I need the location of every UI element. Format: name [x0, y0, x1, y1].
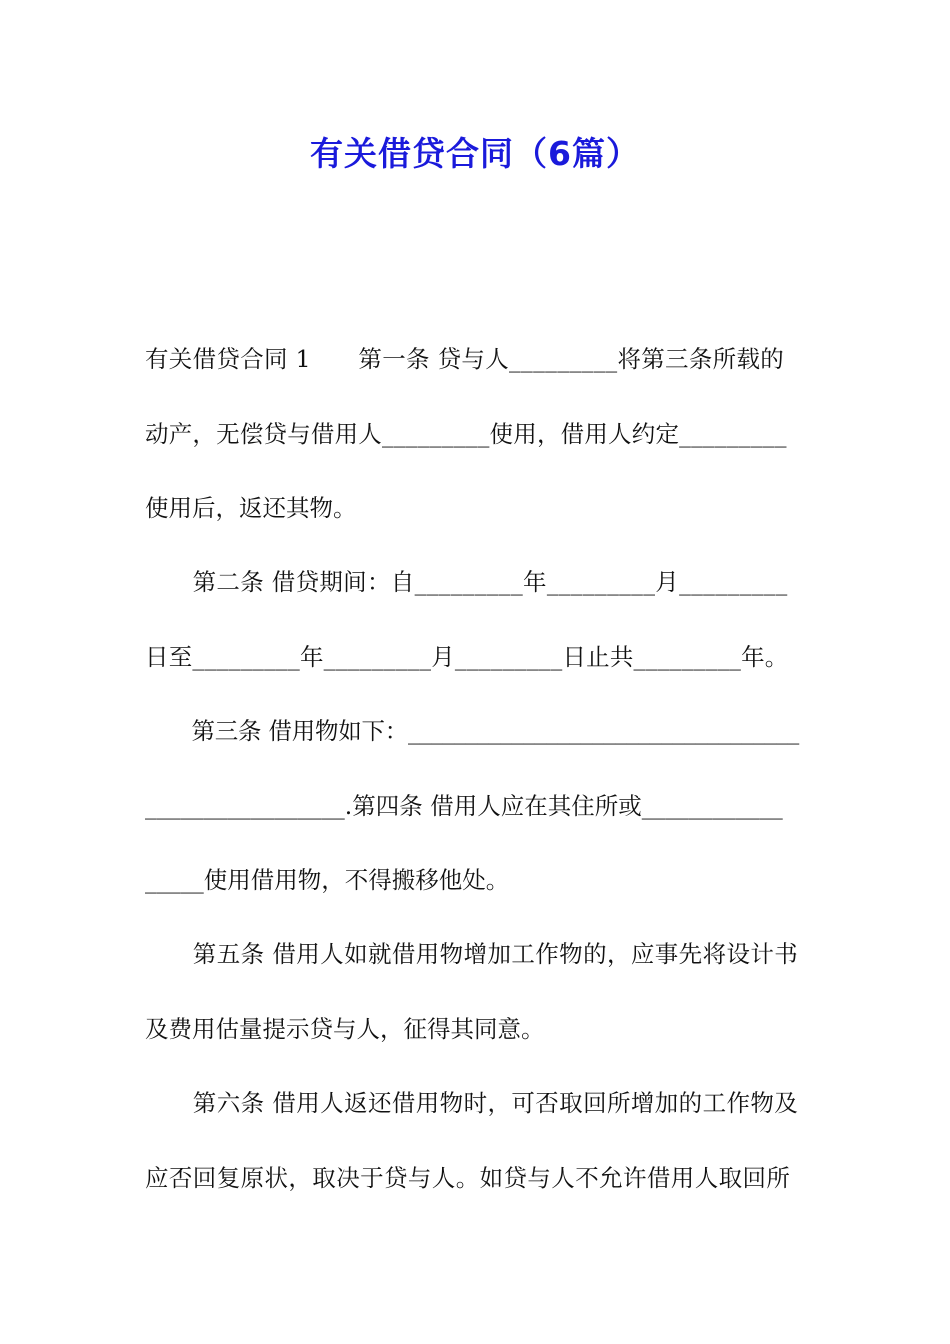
body-line-10: 及费用估量提示贷与人，征得其同意。: [145, 1015, 545, 1043]
body-line-9: 第五条 借用人如就借用物增加工作物的，应事先将设计书: [145, 940, 799, 968]
body-line-6: 第三条 借用物如下：__________________________________: [145, 717, 799, 745]
body-line-7: _________________.第四条 借用人应在其住所或____________: [145, 792, 783, 820]
document-title: 有关借贷合同（6篇）: [310, 134, 640, 173]
body-line-5: 日至_________年_________月_________日止共_________年。: [145, 643, 789, 671]
body-line-2: 动产，无偿贷与借用人_________使用，借用人约定_________: [145, 420, 787, 448]
body-line-3: 使用后，返还其物。: [145, 494, 357, 522]
body-line-12: 应否回复原状，取决于贷与人。如贷与人不允许借用人取回所: [145, 1164, 791, 1192]
body-line-11: 第六条 借用人返还借用物时，可否取回所增加的工作物及: [145, 1089, 799, 1117]
body-line-8: _____使用借用物，不得搬移他处。: [145, 866, 510, 894]
body-line-4: 第二条 借贷期间：自_________年_________月_________: [145, 568, 788, 596]
body-line-1: 有关借贷合同 1 第一条 贷与人_________将第三条所载的: [145, 345, 785, 373]
